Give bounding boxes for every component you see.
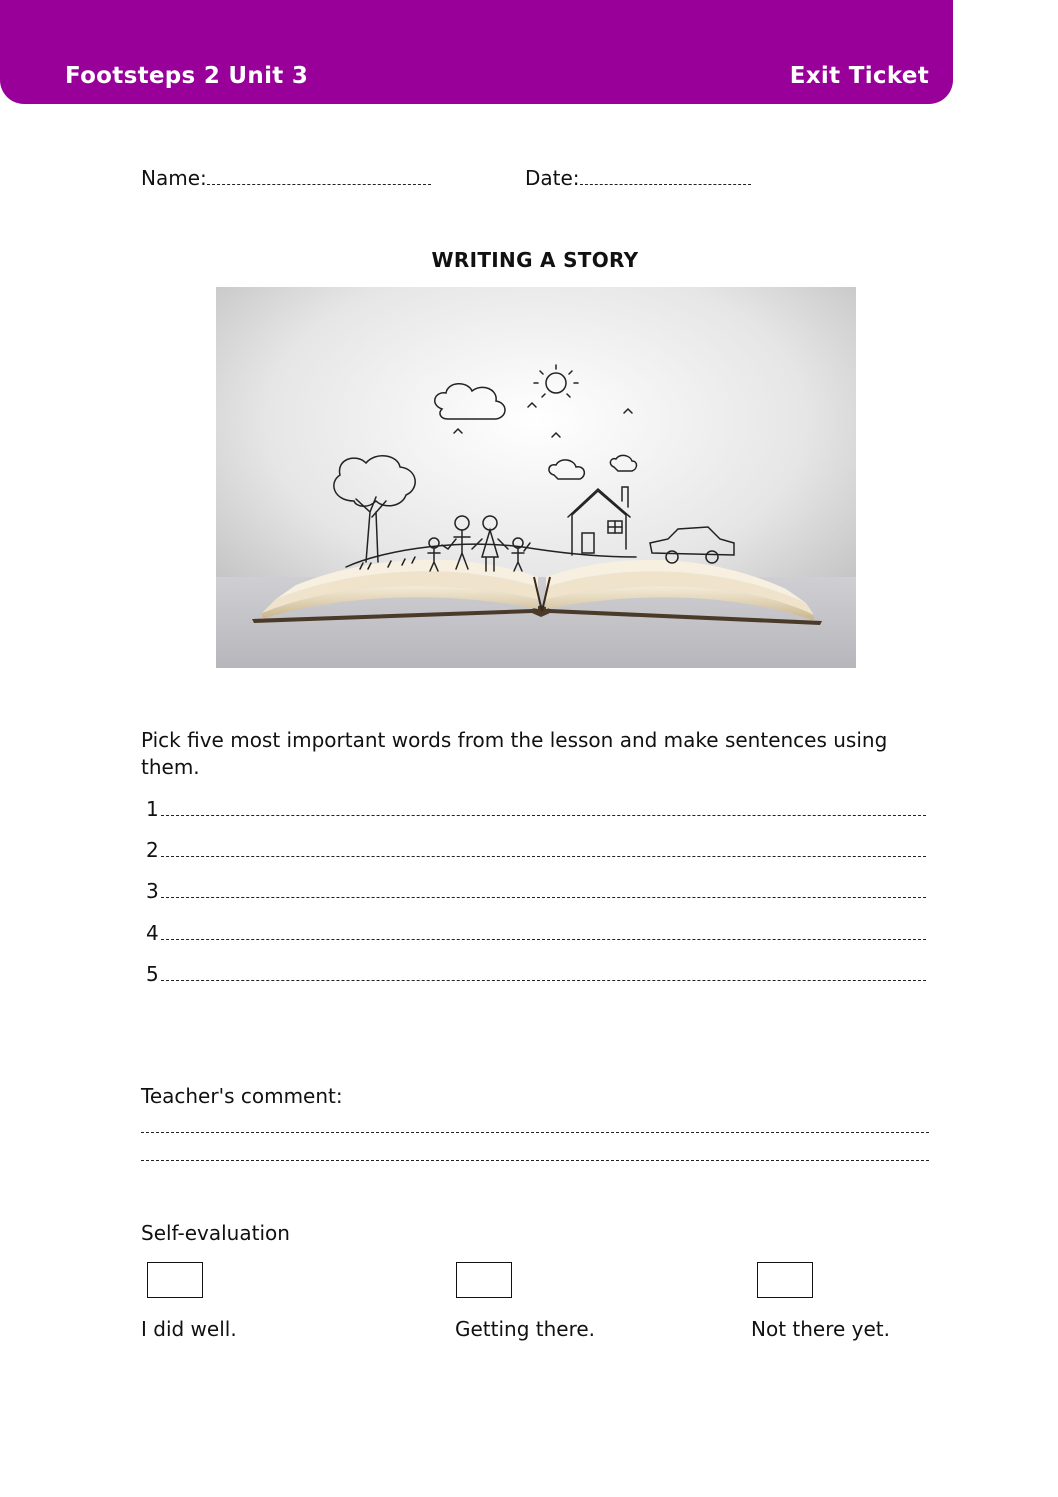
answer-number: 2	[146, 838, 159, 862]
name-blank[interactable]	[207, 166, 431, 185]
name-field[interactable]	[141, 166, 431, 188]
teacher-comment-line-1[interactable]	[141, 1132, 929, 1133]
did-well-label: I did well.	[141, 1317, 237, 1341]
answer-number: 1	[146, 797, 159, 821]
self-evaluation-label: Self-evaluation	[141, 1221, 290, 1245]
name-label: Name:	[141, 166, 207, 190]
ticket-type: Exit Ticket	[789, 63, 929, 89]
instruction-text: Pick five most important words from the lesson and make sentences using them.	[141, 728, 888, 779]
answer-line-3[interactable]	[146, 879, 926, 901]
not-there-yet-checkbox[interactable]	[757, 1262, 813, 1298]
answer-number: 4	[146, 921, 159, 945]
header-banner	[0, 0, 953, 104]
getting-there-checkbox[interactable]	[456, 1262, 512, 1298]
answer-line-4[interactable]	[146, 921, 926, 943]
teacher-comment-line-2[interactable]	[141, 1160, 929, 1161]
answer-number: 5	[146, 962, 159, 986]
answer-line-1[interactable]	[146, 797, 926, 819]
teacher-comment-label: Teacher's comment:	[141, 1084, 343, 1108]
page-title: WRITING A STORY	[431, 248, 639, 272]
getting-there-label: Getting there.	[455, 1317, 596, 1341]
unit-title: Footsteps 2 Unit 3	[65, 63, 309, 89]
answer-line-2[interactable]	[146, 838, 926, 860]
answer-blank[interactable]	[161, 838, 926, 857]
date-label: Date:	[525, 166, 580, 190]
answer-number: 3	[146, 879, 159, 903]
answer-line-5[interactable]	[146, 962, 926, 984]
answer-blank[interactable]	[161, 797, 926, 816]
did-well-checkbox[interactable]	[147, 1262, 203, 1298]
date-blank[interactable]	[580, 166, 751, 185]
date-field[interactable]	[525, 166, 751, 188]
open-book-drawing-image	[216, 287, 856, 668]
answer-blank[interactable]	[161, 962, 926, 981]
not-there-yet-label: Not there yet.	[751, 1317, 891, 1341]
answer-blank[interactable]	[161, 879, 926, 898]
answer-blank[interactable]	[161, 921, 926, 940]
